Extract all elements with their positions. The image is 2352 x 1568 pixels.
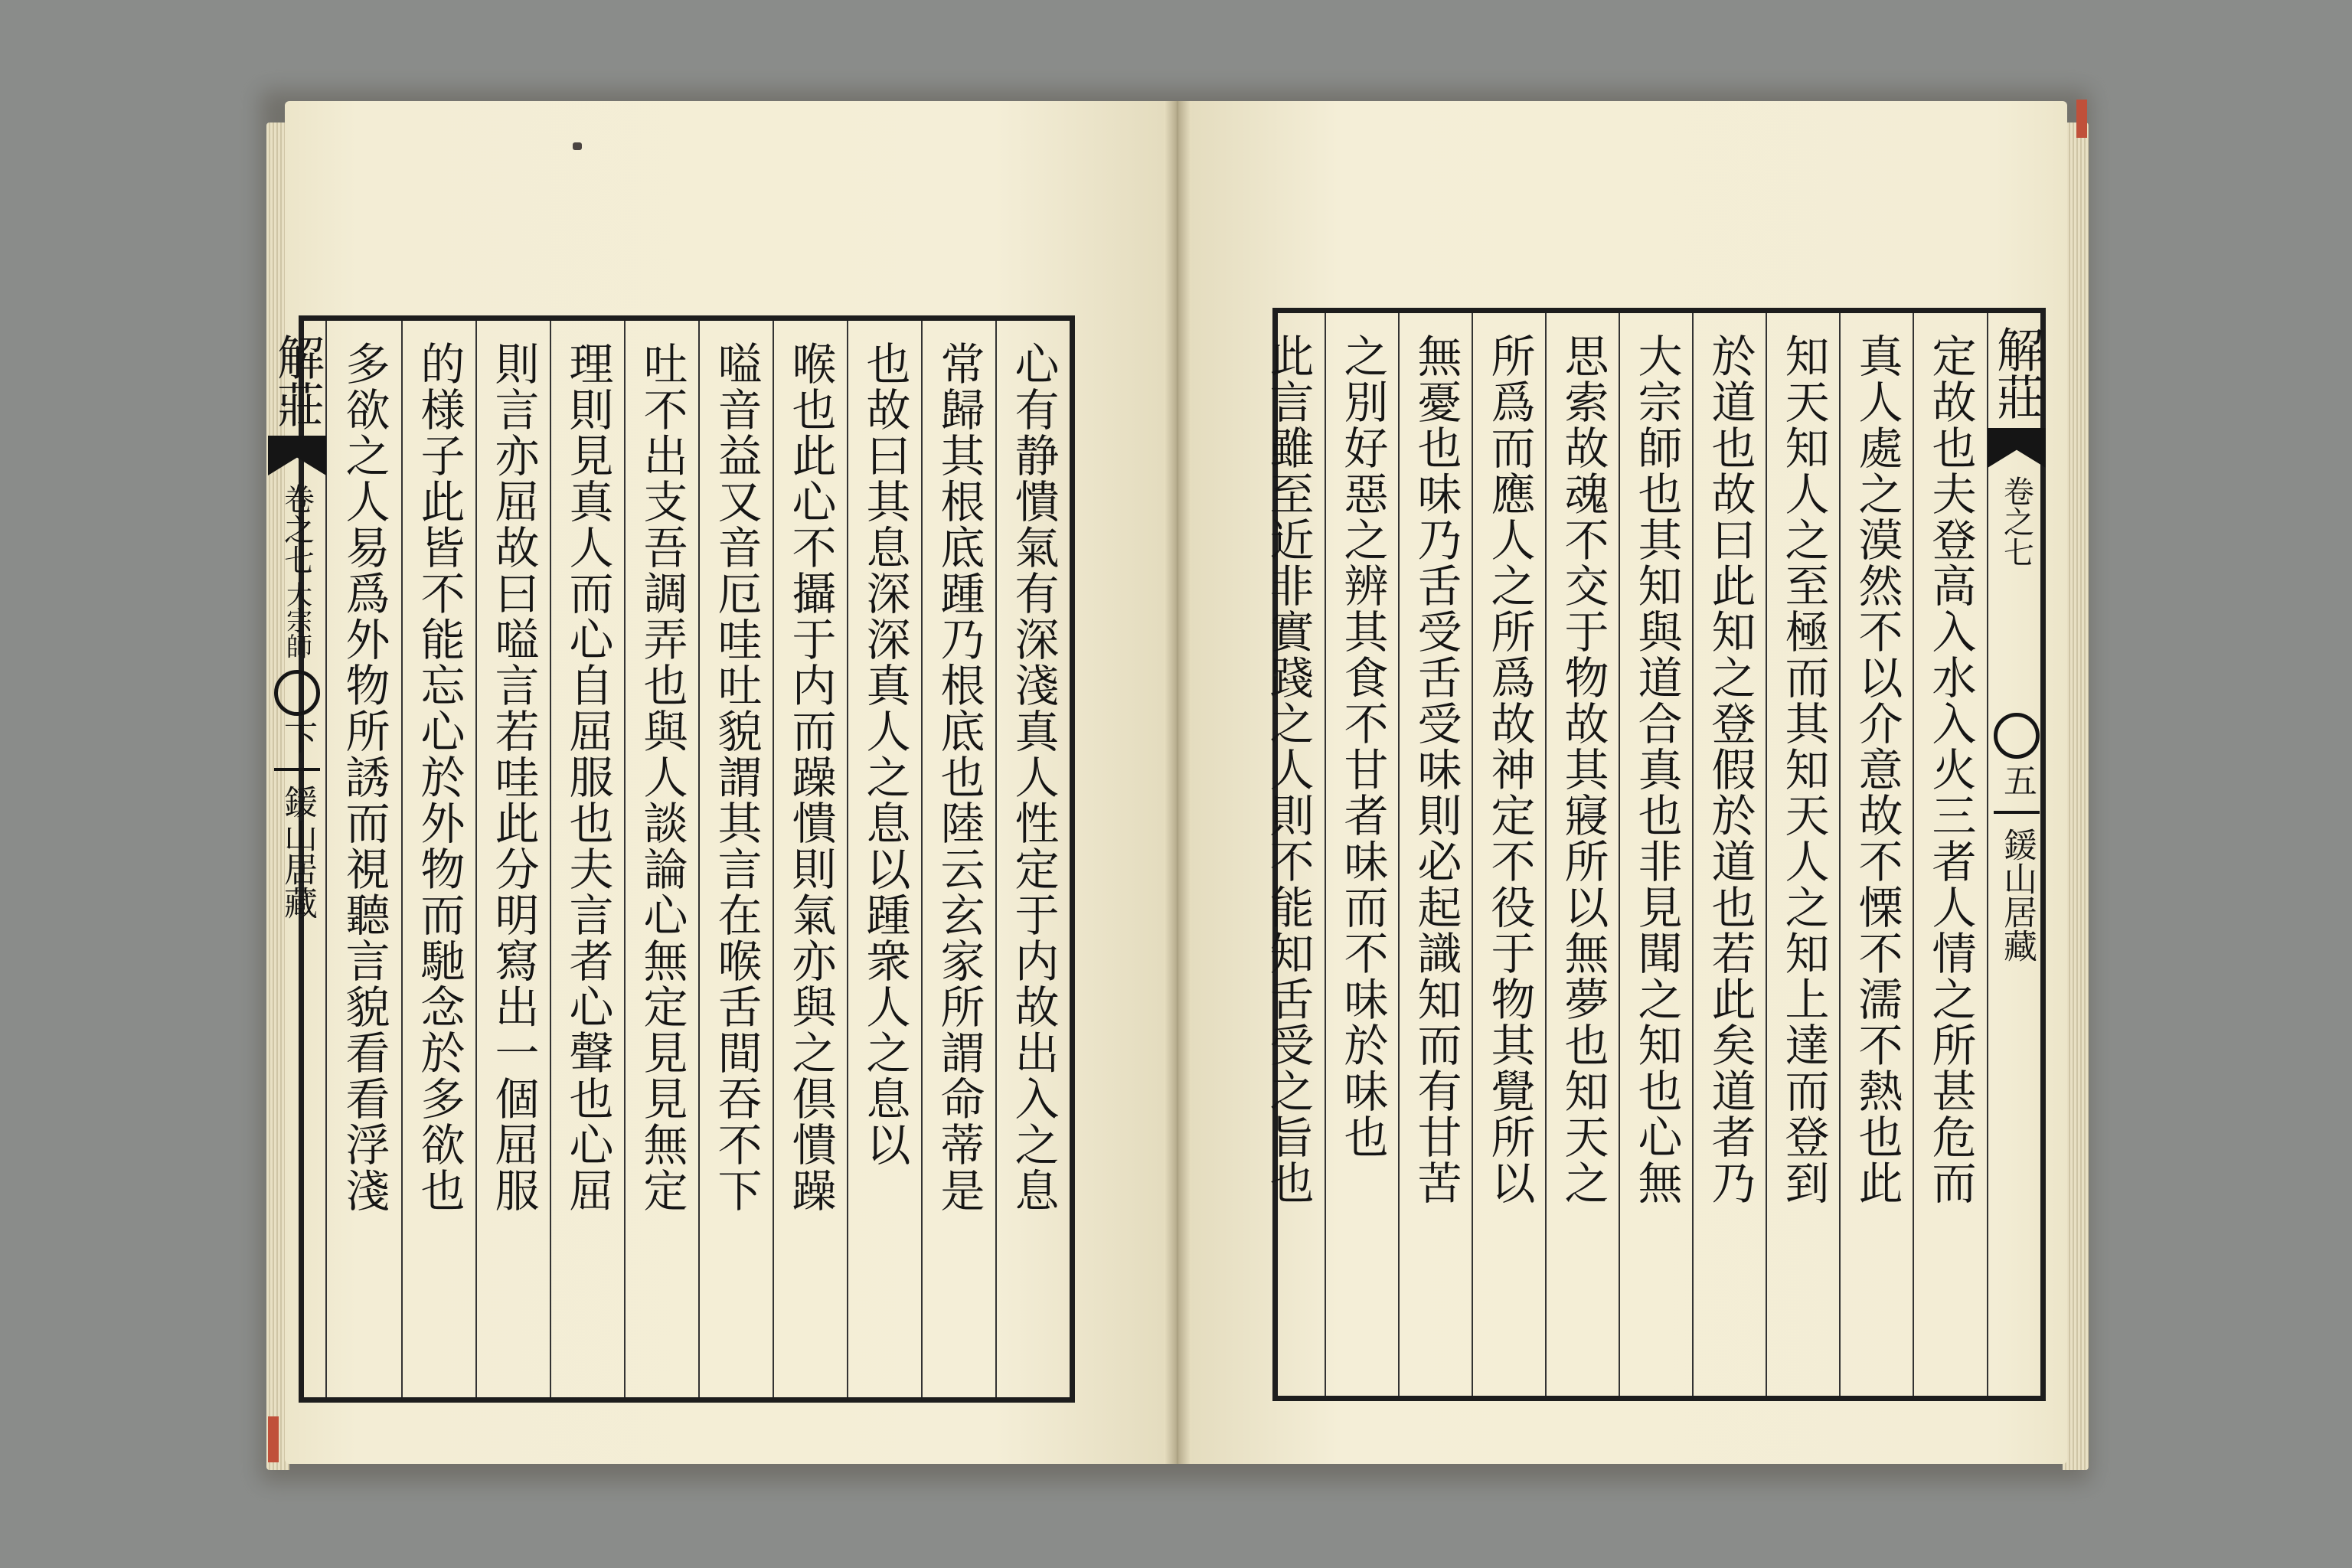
column-text: 之別好惡之辨其食不甘者味而不味於味也 xyxy=(1336,333,1389,1160)
right-text-frame xyxy=(1262,308,2046,1401)
column-text: 理則見真人而心自屈服也夫言者心聲也心屈 xyxy=(561,341,614,1214)
column-text: 喉也此心不攝于内而躁憒則氣亦與之倶憒躁 xyxy=(784,341,837,1214)
fish-tail-mark xyxy=(1988,428,2046,468)
column-text: 吐不出支吾調弄也與人談論心無定見見無定 xyxy=(635,341,688,1214)
volume-label: 卷之七 xyxy=(1998,475,2034,567)
text-column xyxy=(624,321,698,1397)
text-column xyxy=(995,321,1070,1397)
text-column xyxy=(550,321,624,1397)
text-column xyxy=(1619,313,1693,1396)
text-column xyxy=(401,321,475,1397)
circle-mark xyxy=(1994,713,2040,759)
text-column xyxy=(1692,313,1766,1396)
paper-blemish xyxy=(573,142,582,150)
text-column xyxy=(847,321,921,1397)
text-column xyxy=(1545,313,1619,1396)
column-text: 嗌音益又音厄哇吐貌謂其言在喉舌間吞不下 xyxy=(710,341,763,1214)
text-column xyxy=(1839,313,1913,1396)
circle-mark xyxy=(274,670,320,716)
text-column xyxy=(475,321,550,1397)
leaf-number: 五 xyxy=(1998,763,2037,797)
column-text: 也故曰其息深深真人之息以踵衆人之息以 xyxy=(858,341,911,1168)
publisher-mark: 鍰山居藏 xyxy=(1998,828,2037,962)
book-gutter xyxy=(1164,101,1191,1464)
publisher-mark: 鍰山居藏 xyxy=(278,785,317,920)
text-column xyxy=(773,321,847,1397)
chapter-label: 大宗師 xyxy=(281,581,312,659)
margin-title: 解莊 xyxy=(269,333,325,428)
column-text: 大宗師也其知與道合真也非見聞之知也心無 xyxy=(1630,333,1683,1206)
column-text: 心有静憒氣有深淺真人性定于内故出入之息 xyxy=(1007,341,1060,1214)
column-text: 於道也故曰此知之登假於道也若此矣道者乃 xyxy=(1704,333,1756,1206)
column-text: 定故也夫登高入水入火三者人情之所甚危而 xyxy=(1924,333,1977,1206)
volume-label: 卷之七 xyxy=(279,483,315,575)
column-text: 則言亦屈故曰嗌言若哇此分明寫出一個屈服 xyxy=(487,341,540,1214)
column-text: 知天知人之至極而其知天人之知上達而登到 xyxy=(1777,333,1830,1206)
column-text: 思索故魂不交于物故其寢所以無夢也知天之 xyxy=(1557,333,1609,1206)
text-column xyxy=(921,321,995,1397)
text-column xyxy=(698,321,773,1397)
center-margin xyxy=(269,321,327,1397)
column-text: 多欲之人易爲外物所誘而視聽言貌看看浮淺 xyxy=(338,341,390,1214)
text-column xyxy=(327,321,401,1397)
text-column xyxy=(1325,313,1399,1396)
column-text: 真人處之漠然不以介意故不慄不濡不熱也此 xyxy=(1851,333,1903,1206)
text-column xyxy=(1251,313,1325,1396)
center-margin xyxy=(1987,313,2045,1396)
margin-title: 解莊 xyxy=(1988,325,2045,420)
column-text: 所爲而應人之所爲故神定不役于物其覺所以 xyxy=(1483,333,1536,1206)
fish-tail-mark xyxy=(268,436,326,475)
text-column xyxy=(1766,313,1840,1396)
text-column xyxy=(1398,313,1472,1396)
text-column xyxy=(1913,313,1987,1396)
column-text: 此言雖至近非實踐之人則不能知舌受之旨也 xyxy=(1262,333,1315,1206)
margin-rule xyxy=(274,768,320,771)
text-column xyxy=(1472,313,1546,1396)
red-edge-marking xyxy=(268,1416,279,1462)
left-text-frame xyxy=(269,315,1075,1403)
column-text: 的様子此皆不能忘心於外物而馳念於多欲也 xyxy=(413,341,466,1214)
margin-rule xyxy=(1994,811,2040,814)
red-edge-marking xyxy=(2076,100,2087,138)
column-text: 常歸其根底踵乃根底也陸云玄家所謂命蒂是 xyxy=(933,341,985,1214)
column-text: 無憂也味乃舌受舌受味則必起識知而有甘苦 xyxy=(1410,333,1462,1206)
leaf-number: 下 xyxy=(278,720,317,754)
